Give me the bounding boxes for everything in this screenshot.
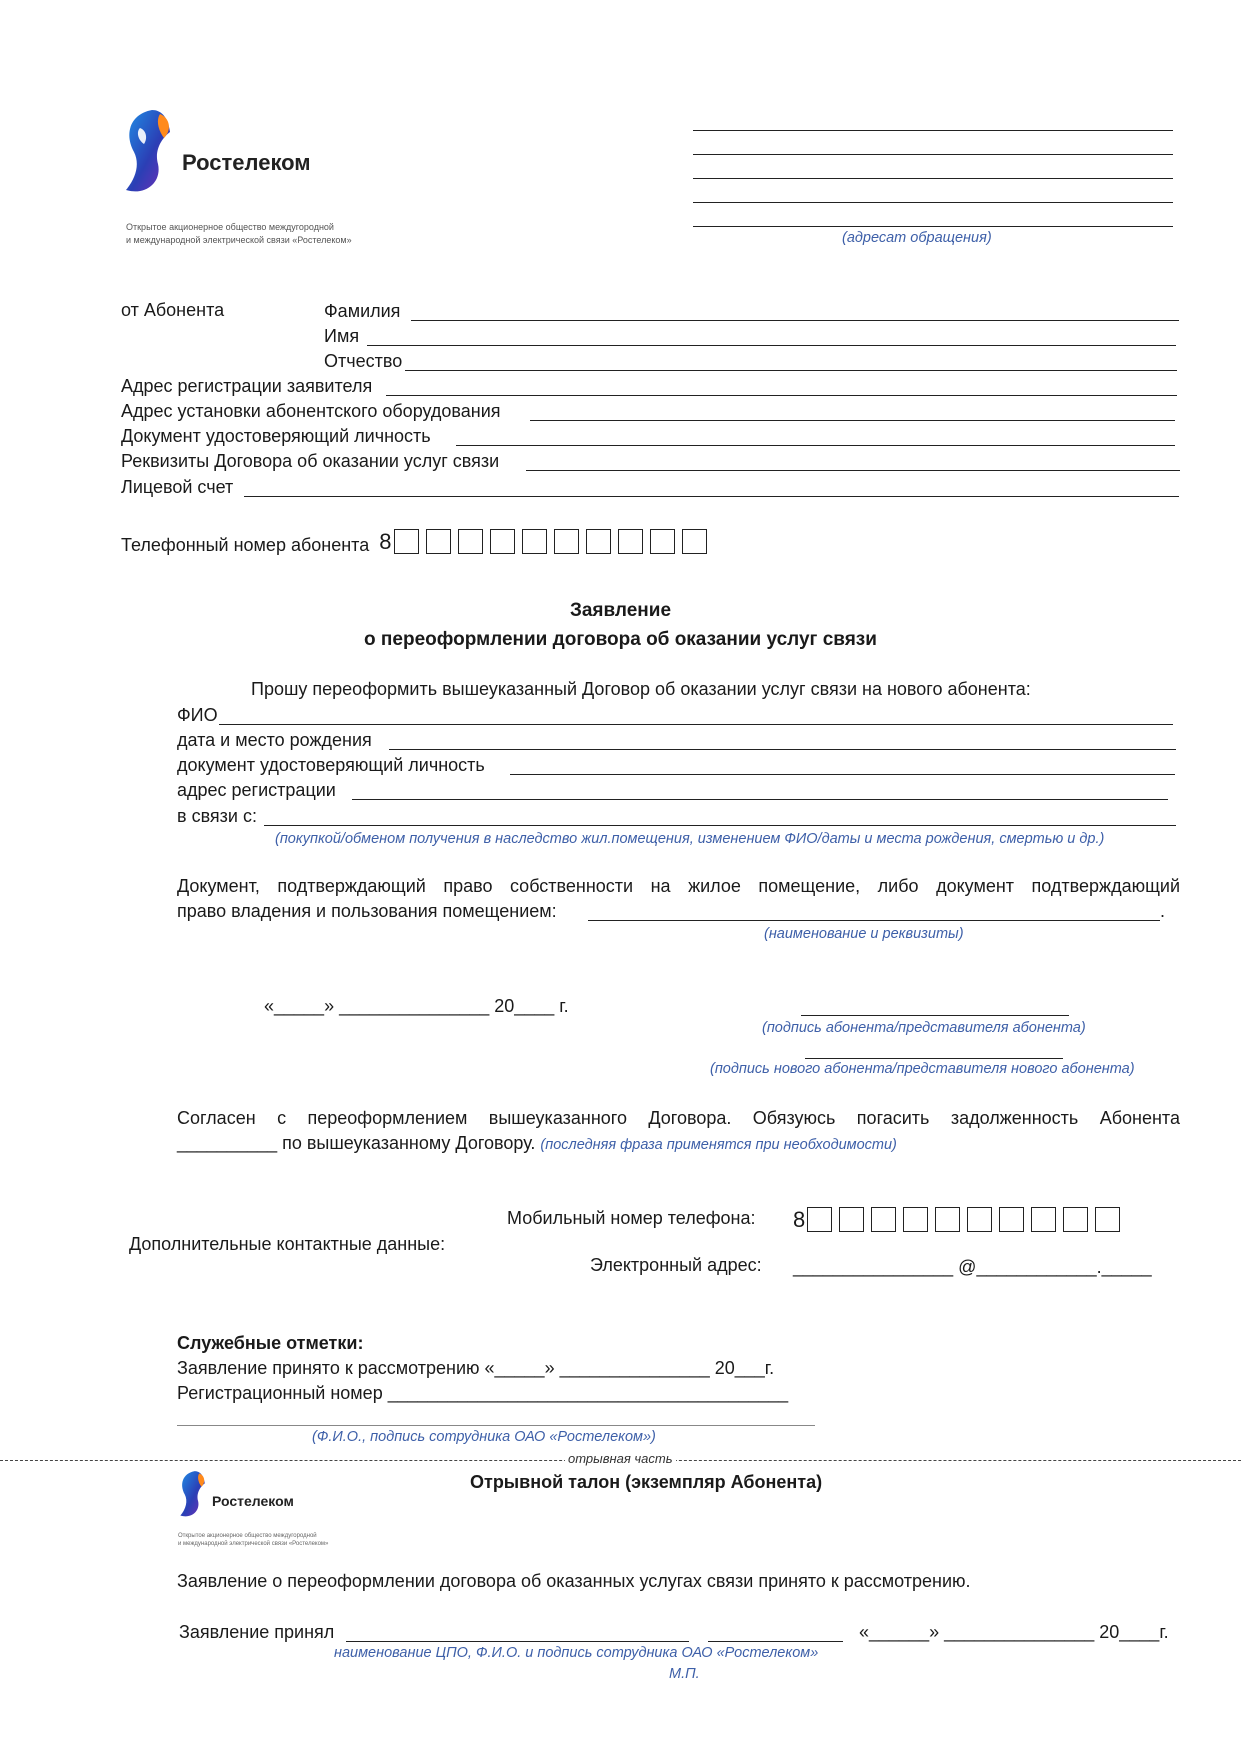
ownership-line-2: право владения и пользования помещением: [177,901,557,921]
ownership-hint: (наименование и реквизиты) [764,926,964,942]
ownership-line-1: Документ, подтверждающий право собственности на жилое помещение, либо документ подтверждающий [177,876,1180,896]
stub-accepted-field-2[interactable] [708,1641,843,1642]
phone-prefix: 8 [379,529,392,554]
logo [122,108,422,258]
birth-field[interactable] [389,749,1176,750]
new-id-document-label: документ удостоверяющий личность [177,755,485,775]
reason-field[interactable] [264,825,1176,826]
stub-date[interactable]: «______» _______________ 20____г. [859,1622,1169,1642]
office-accepted[interactable]: Заявление принято к рассмотрению «_____» _______________ 20___г. [177,1358,775,1378]
fio-field[interactable] [219,724,1173,725]
mobile-digit-box[interactable] [999,1207,1024,1232]
ownership-end: . [1160,901,1166,921]
company-line-2: и международной электрической связи «Ростелеком» [126,235,352,245]
contract-field[interactable] [526,470,1180,471]
phone-digit-box[interactable] [394,529,419,554]
install-address-field[interactable] [530,420,1175,421]
new-id-document-field[interactable] [510,774,1175,775]
stub-text: Заявление о переоформлении договора об оказанных услугах связи принято к рассмотрению. [177,1571,971,1591]
account-label: Лицевой счет [121,477,234,497]
mobile-label: Мобильный номер телефона: [507,1208,756,1228]
install-address-label: Адрес установки абонентского оборудования [121,401,501,421]
account-field[interactable] [244,496,1179,497]
contract-label: Реквизиты Договора об оказании услуг связи [121,451,500,471]
email-field[interactable]: ________________ @____________._____ [793,1257,1152,1277]
reason-label: в связи с: [177,806,257,826]
mobile-digit-box[interactable] [839,1207,864,1232]
addressee-line-5[interactable] [693,226,1173,227]
fio-label: ФИО [177,705,218,725]
staff-hint: (Ф.И.О., подпись сотрудника ОАО «Ростелеком») [312,1429,656,1445]
name-label: Имя [324,326,360,346]
mobile-digit-box[interactable] [935,1207,960,1232]
rostelecom-logo-icon [122,108,172,198]
mobile-digit-box[interactable] [967,1207,992,1232]
birth-label: дата и место рождения [177,730,372,750]
stub-brand-name: Ростелеком [212,1493,294,1509]
mobile-prefix: 8 [793,1207,806,1232]
addressee-hint: (адресат обращения) [842,230,992,246]
stub-stamp: М.П. [669,1666,700,1682]
patronymic-field[interactable] [405,370,1177,371]
patronymic-label: Отчество [324,351,403,371]
phone-digit-box[interactable] [554,529,579,554]
sign-date[interactable]: «_____» _______________ 20____ г. [264,996,569,1016]
email-label: Электронный адрес: [590,1255,762,1275]
mobile-digit-box[interactable] [1095,1207,1120,1232]
phone-digit-box[interactable] [650,529,675,554]
mobile-digit-box[interactable] [871,1207,896,1232]
addressee-line-1[interactable] [693,130,1173,131]
mobile-digit-box[interactable] [1063,1207,1088,1232]
rostelecom-logo-small-icon [178,1470,206,1520]
phone-digit-box[interactable] [458,529,483,554]
reason-hint: (покупкой/обменом получения в наследство жил.помещения, изменением ФИО/даты и места рождения, смертью и др.) [275,831,1105,847]
phone-label: Телефонный номер абонента [121,535,370,555]
phone-digit-box[interactable] [618,529,643,554]
surname-label: Фамилия [324,301,401,321]
stub-accepted-label: Заявление принял [179,1622,335,1642]
phone-digit-box[interactable] [682,529,707,554]
sign2-hint: (подпись нового абонента/представителя нового абонента) [710,1061,1135,1077]
stub-hint: наименование ЦПО, Ф.И.О. и подпись сотрудника ОАО «Ростелеком» [334,1645,819,1661]
brand-name: Ростелеком [182,150,311,175]
staff-signature-line[interactable] [177,1425,815,1426]
request-intro: Прошу переоформить вышеуказанный Договор об оказании услуг связи на нового абонента: [251,679,1031,699]
phone-digit-box[interactable] [426,529,451,554]
reg-address-label: Адрес регистрации заявителя [121,376,373,396]
phone-digit-box[interactable] [586,529,611,554]
new-reg-address-field[interactable] [352,799,1168,800]
surname-field[interactable] [411,320,1179,321]
contacts-label: Дополнительные контактные данные: [129,1234,446,1254]
stub-logo [178,1470,358,1550]
name-field[interactable] [367,345,1176,346]
ownership-field[interactable] [588,920,1160,921]
sign1-hint: (подпись абонента/представителя абонента) [762,1020,1086,1036]
mobile-digit-box[interactable] [903,1207,928,1232]
mobile-digit-box[interactable] [1031,1207,1056,1232]
mobile-digit-box[interactable] [807,1207,832,1232]
addressee-line-3[interactable] [693,178,1173,179]
from-subscriber-label: от Абонента [121,300,225,320]
sign2-line[interactable] [805,1058,1063,1059]
consent-hint: (последняя фраза применятся при необходимости) [540,1137,897,1153]
stub-company-line-1: Открытое акционерное общество междугородной [178,1533,317,1539]
stub-title: Отрывной талон (экземпляр Абонента) [470,1472,823,1492]
phone-digit-box[interactable] [490,529,515,554]
reg-address-field[interactable] [386,395,1177,396]
sign1-line[interactable] [801,1015,1069,1016]
company-line-1: Открытое акционерное общество междугородной [126,222,334,232]
office-title: Служебные отметки: [177,1333,364,1353]
addressee-line-4[interactable] [693,202,1173,203]
consent-text: __________ по вышеуказанному Договору. [177,1133,536,1153]
title-line-2: о переоформлении договора об оказании услуг связи [364,629,877,650]
stub-accepted-field[interactable] [346,1641,689,1642]
mobile-row [793,1207,1127,1233]
id-document-label: Документ удостоверяющий личность [121,426,431,446]
consent-line-2 [177,1133,897,1154]
stub-company-line-2: и международной электрической связи «Ростелеком» [178,1541,329,1547]
consent-line-1: Согласен с переоформлением вышеуказанного Договора. Обязуюсь погасить задолженность Абонента [177,1108,1180,1128]
title-line-1: Заявление [569,600,672,621]
phone-digit-box[interactable] [522,529,547,554]
addressee-line-2[interactable] [693,154,1173,155]
tear-label: отрывная часть [565,1451,676,1466]
phone-row [121,529,714,556]
office-reg-number[interactable]: Регистрационный номер ________________________________________ [177,1383,789,1403]
id-document-field[interactable] [456,445,1175,446]
new-reg-address-label: адрес регистрации [177,780,336,800]
